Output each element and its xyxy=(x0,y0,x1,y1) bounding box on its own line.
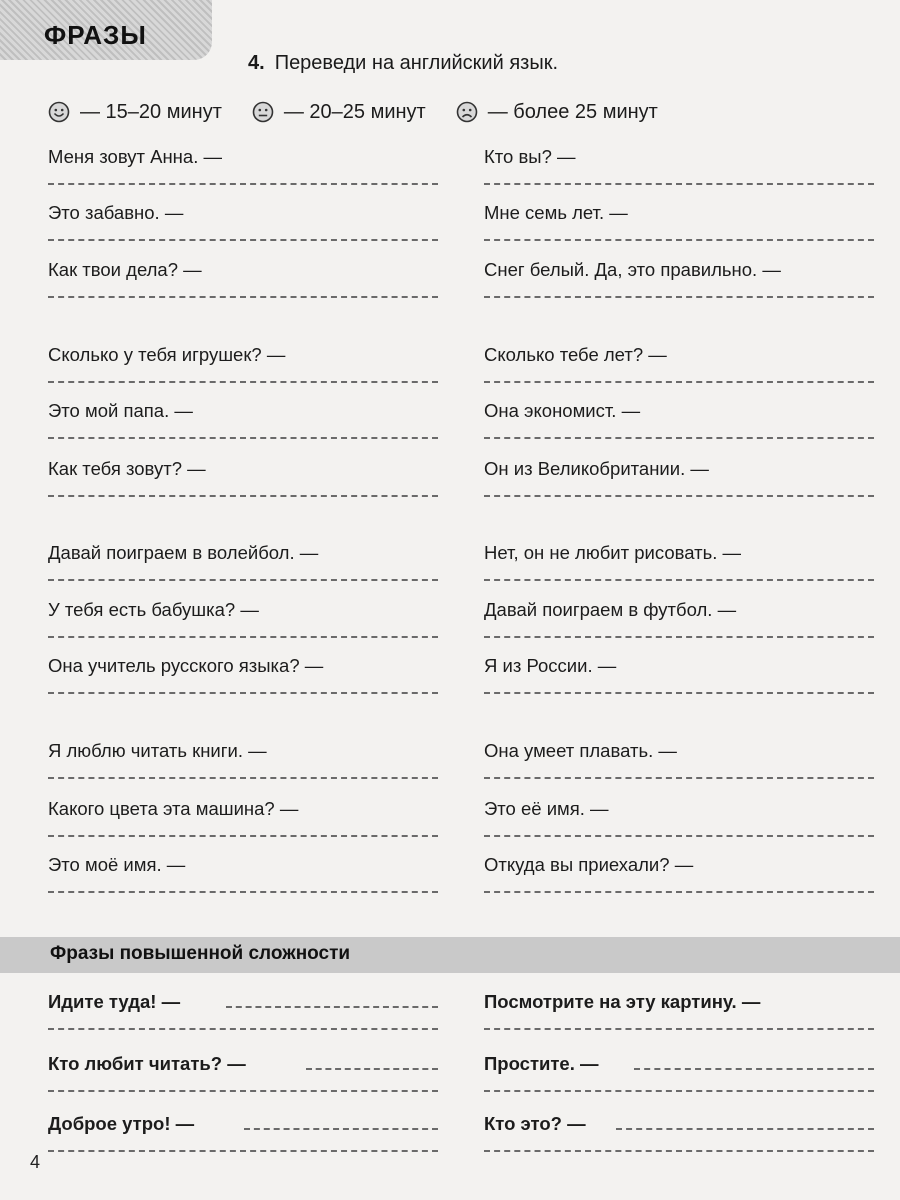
exercise-prompt: Простите. — xyxy=(484,1053,599,1074)
exercise-item xyxy=(48,455,438,489)
page-number: 4 xyxy=(30,1152,41,1172)
exercise-prompt: Он из Великобритании. — xyxy=(484,458,709,479)
answer-line[interactable] xyxy=(48,692,438,694)
answer-line[interactable] xyxy=(48,891,438,893)
exercise-prompt: Давай поиграем в футбол. — xyxy=(484,599,737,620)
answer-line[interactable] xyxy=(616,1128,874,1130)
exercise-prompt: Какого цвета эта машина? — xyxy=(48,798,299,819)
exercise-prompt: Откуда вы приехали? — xyxy=(484,854,694,875)
answer-line[interactable] xyxy=(484,437,874,439)
exercise-prompt: Идите туда! — xyxy=(48,991,181,1012)
exercise-item xyxy=(48,737,438,771)
answer-line[interactable] xyxy=(48,636,438,638)
exercise-prompt: Это мой папа. — xyxy=(48,400,193,421)
exercise-item xyxy=(484,737,874,771)
answer-line[interactable] xyxy=(48,239,438,241)
task-instruction: Переведи на английский язык. xyxy=(274,52,559,74)
neutral-face-icon xyxy=(252,101,274,123)
exercise-prompt: Кто вы? — xyxy=(484,146,576,167)
exercise-item xyxy=(48,397,438,431)
timing-item-slow xyxy=(456,101,658,124)
answer-line[interactable] xyxy=(48,1090,438,1092)
answer-line[interactable] xyxy=(484,1090,874,1092)
exercise-prompt: Она умеет плавать. — xyxy=(484,740,677,761)
exercise-prompt: Сколько тебе лет? — xyxy=(484,344,667,365)
exercise-item xyxy=(484,143,874,177)
exercise-prompt: Кто это? — xyxy=(484,1113,586,1134)
exercise-prompt: Это моё имя. — xyxy=(48,854,186,875)
exercise-item xyxy=(484,397,874,431)
exercise-prompt: Давай поиграем в волейбол. — xyxy=(48,542,319,563)
exercise-item xyxy=(484,455,874,489)
section-title: ФРАЗЫ xyxy=(44,20,147,50)
answer-line[interactable] xyxy=(48,1028,438,1030)
advanced-exercise-item xyxy=(484,1050,874,1084)
exercise-item xyxy=(484,795,874,829)
timing-label: — 15–20 минут xyxy=(80,100,222,123)
timing-legend xyxy=(48,97,688,127)
answer-line[interactable] xyxy=(48,495,438,497)
exercise-prompt: Это забавно. — xyxy=(48,202,184,223)
exercise-prompt: У тебя есть бабушка? — xyxy=(48,599,259,620)
exercise-prompt: Кто любит читать? — xyxy=(48,1053,246,1074)
answer-line[interactable] xyxy=(484,1028,874,1030)
advanced-exercise-item xyxy=(484,1110,874,1144)
answer-line[interactable] xyxy=(484,239,874,241)
answer-line[interactable] xyxy=(48,1150,438,1152)
exercise-prompt: Нет, он не любит рисовать. — xyxy=(484,542,742,563)
exercise-item xyxy=(484,199,874,233)
answer-line[interactable] xyxy=(48,835,438,837)
exercise-prompt: Как тебя зовут? — xyxy=(48,458,206,479)
task-header xyxy=(248,52,558,75)
timing-item-medium xyxy=(252,101,426,124)
answer-line[interactable] xyxy=(484,296,874,298)
exercise-item xyxy=(484,256,874,290)
answer-line[interactable] xyxy=(306,1068,438,1070)
answer-line[interactable] xyxy=(484,777,874,779)
exercise-item xyxy=(48,596,438,630)
timing-item-fast xyxy=(48,101,222,124)
exercise-prompt: Меня зовут Анна. — xyxy=(48,146,222,167)
answer-line[interactable] xyxy=(484,1150,874,1152)
advanced-exercise-item xyxy=(48,988,438,1022)
answer-line[interactable] xyxy=(48,183,438,185)
exercise-item xyxy=(48,539,438,573)
exercise-item xyxy=(48,256,438,290)
advanced-exercise-item xyxy=(484,988,874,1022)
exercise-prompt: Я люблю читать книги. — xyxy=(48,740,267,761)
answer-line[interactable] xyxy=(484,183,874,185)
exercise-item xyxy=(48,143,438,177)
answer-line[interactable] xyxy=(226,1006,438,1008)
answer-line[interactable] xyxy=(48,437,438,439)
sad-face-icon xyxy=(456,101,478,123)
timing-label: — 20–25 минут xyxy=(283,100,426,123)
exercise-prompt: Она экономист. — xyxy=(484,400,641,421)
answer-line[interactable] xyxy=(484,835,874,837)
exercise-prompt: Я из России. — xyxy=(484,655,617,676)
exercise-prompt: Это её имя. — xyxy=(484,798,609,819)
exercise-item xyxy=(484,596,874,630)
exercise-prompt: Как твои дела? — xyxy=(48,259,202,280)
answer-line[interactable] xyxy=(48,579,438,581)
smile-face-icon xyxy=(48,101,70,123)
exercise-item xyxy=(48,199,438,233)
answer-line[interactable] xyxy=(48,381,438,383)
exercise-item xyxy=(484,341,874,375)
exercise-item xyxy=(484,851,874,885)
answer-line[interactable] xyxy=(484,692,874,694)
answer-line[interactable] xyxy=(484,579,874,581)
exercise-item xyxy=(48,652,438,686)
exercise-prompt: Она учитель русского языка? — xyxy=(48,655,324,676)
answer-line[interactable] xyxy=(484,891,874,893)
answer-line[interactable] xyxy=(244,1128,438,1130)
exercise-prompt: Посмотрите на эту картину. — xyxy=(484,991,761,1012)
answer-line[interactable] xyxy=(634,1068,874,1070)
exercise-prompt: Сколько у тебя игрушек? — xyxy=(48,344,286,365)
answer-line[interactable] xyxy=(48,777,438,779)
advanced-exercise-item xyxy=(48,1110,438,1144)
exercise-item xyxy=(484,539,874,573)
exercise-item xyxy=(484,652,874,686)
exercise-item xyxy=(48,341,438,375)
advanced-exercise-item xyxy=(48,1050,438,1084)
exercise-item xyxy=(48,795,438,829)
answer-line[interactable] xyxy=(484,636,874,638)
advanced-section-title: Фразы повышенной сложности xyxy=(50,943,351,964)
exercise-prompt: Снег белый. Да, это правильно. — xyxy=(484,259,781,280)
answer-line[interactable] xyxy=(484,495,874,497)
answer-line[interactable] xyxy=(48,296,438,298)
exercise-prompt: Мне семь лет. — xyxy=(484,202,628,223)
task-number: 4. xyxy=(248,52,265,74)
exercise-prompt: Доброе утро! — xyxy=(48,1113,195,1134)
exercise-item xyxy=(48,851,438,885)
answer-line[interactable] xyxy=(484,381,874,383)
timing-label: — более 25 минут xyxy=(487,100,658,123)
